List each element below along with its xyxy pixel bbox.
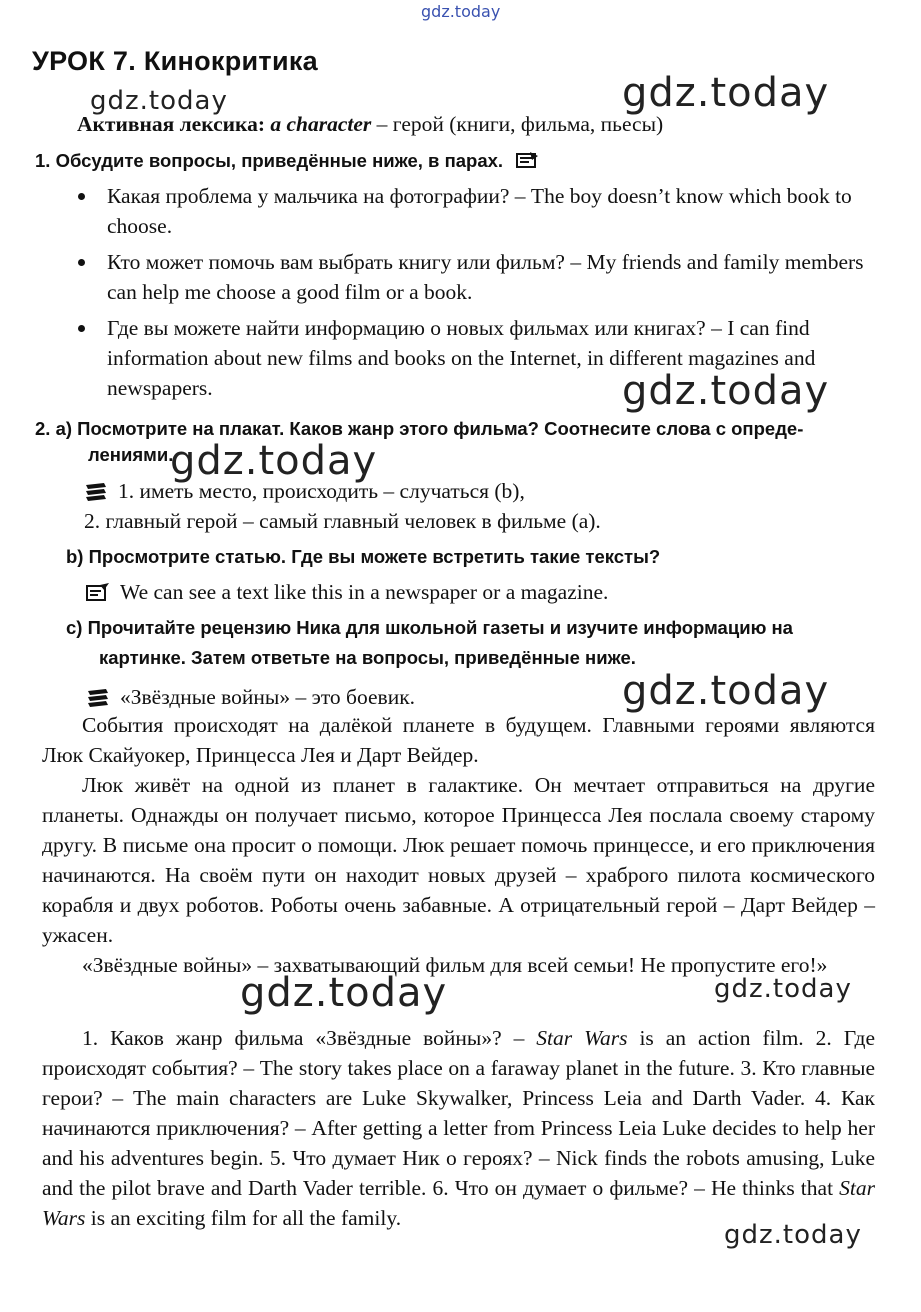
task-1-list: [73, 181, 879, 405]
list-item: [73, 181, 879, 241]
watermark: gdz.today: [714, 974, 852, 1004]
list-item-text: Где вы можете найти информацию о новых фильмах или книгах? – I can find information about new films and books on the Internet, in different magazines and newspapers.: [107, 316, 816, 400]
list-item: [73, 313, 879, 403]
answer-6-end: is an exciting film for all the family.: [85, 1206, 402, 1230]
answer-text: We can see a text like this in a newspaper or a magazine.: [120, 580, 609, 604]
book-stack-icon: [84, 481, 108, 501]
pair-work-icon: [516, 150, 540, 170]
answer-5: 5. Что думает Ник о героях? – Nick finds the robots amusing, Luke and the pilot brave and Darth Vader terrible.: [42, 1146, 875, 1200]
task-2b-heading: b) Просмотрите статью. Где вы можете встретить такие тексты?: [66, 546, 661, 567]
list-item-text: Какая проблема у мальчика на фотографии? – The boy doesn’t know which book to choose.: [107, 184, 852, 238]
answer-3: 3. Кто главные герои? – The main characters are Luke Skywalker, Princess Leia and Darth Vader.: [42, 1056, 875, 1110]
book-stack-icon: [86, 687, 110, 707]
active-vocabulary: [77, 109, 663, 140]
watermark: gdz.today: [90, 86, 228, 116]
answer-text: «Звёздные войны» – это боевик.: [120, 685, 416, 709]
watermark: gdz.today: [240, 970, 448, 1016]
task-1-heading-text: 1. Обсудите вопросы, приведённые ниже, в парах.: [35, 150, 504, 171]
task-2c-answer-intro: [86, 682, 415, 712]
vocab-label: Активная лексика:: [77, 112, 265, 136]
task-2c-heading-cont: картинке. Затем ответьте на вопросы, приведённые ниже.: [99, 647, 636, 668]
vocab-term: a character: [270, 112, 372, 136]
task-2a-answer-2: 2. главный герой – самый главный человек в фильме (a).: [84, 509, 601, 533]
answer-1-end: is an action film.: [627, 1026, 816, 1050]
watermark: gdz.today: [170, 438, 378, 484]
writing-icon: [86, 582, 110, 602]
vocab-definition: – герой (книги, фильма, пьесы): [371, 112, 664, 136]
task-2c-heading: c) Прочитайте рецензию Ника для школьной газеты и изучите информацию на: [66, 617, 793, 638]
lesson-title: УРОК 7. Кинокритика: [32, 46, 318, 76]
answer-1: 1. Каков жанр фильма «Звёздные войны»? –: [82, 1026, 537, 1050]
watermark: gdz.today: [421, 2, 501, 21]
answer-6: 6. Что он думает о фильме? – He thinks that: [432, 1176, 840, 1200]
watermark: gdz.today: [622, 70, 830, 116]
bullet-icon: [78, 193, 85, 200]
watermark: gdz.today: [622, 368, 830, 414]
film-title: Star Wars: [42, 1176, 875, 1230]
film-title: Star Wars: [536, 1026, 628, 1050]
watermark: gdz.today: [622, 668, 830, 714]
watermark: gdz.today: [724, 1220, 862, 1250]
task-2a-answer-1: [84, 476, 525, 506]
answers-paragraph: [42, 1023, 875, 1233]
task-2a-heading-cont: лениями.: [88, 444, 174, 465]
review-paragraph-1: События происходят на далёкой планете в будущем. Главными героями являются Люк Скайуокер, Принцесса Лея и Дарт Вейдер.: [42, 713, 875, 767]
review-paragraph-3: «Звёздные войны» – захватывающий фильм для всей семьи! Не пропустите его!»: [82, 953, 828, 977]
bullet-icon: [78, 259, 85, 266]
review-paragraph-2: Люк живёт на одной из планет в галактике. Он мечтает отправиться на другие планеты. Однажды он получает письмо, которое Принцесса Лея послала своему старому другу. В письме она просит о помощи. Люк решает помочь принцессе, и его приключения начинаются. На своём пути он находит новых друзей – храброго пилота космического корабля и двух роботов. Роботы очень забавные. А отрицательный герой – Дарт Вейдер – ужасен.: [42, 773, 875, 947]
bullet-icon: [78, 325, 85, 332]
task-2b-answer: [86, 577, 608, 607]
answer-2: 2. Где происходят события? – The story takes place on a faraway planet in the future.: [42, 1026, 875, 1080]
answer-4: 4. Как начинаются приключения? – After getting a letter from Princess Leia Luke decides to help her and his adventures begin.: [42, 1086, 876, 1170]
list-item-text: Кто может помочь вам выбрать книгу или фильм? – My friends and family members can help me choose a good film or a book.: [107, 250, 864, 304]
answer-text: 1. иметь место, происходить – случаться (b),: [118, 479, 525, 503]
task-2a-heading: 2. a) Посмотрите на плакат. Каков жанр этого фильма? Соотнесите слова с опреде-: [35, 418, 804, 439]
task-1-heading: [35, 150, 550, 172]
list-item: [73, 247, 879, 307]
